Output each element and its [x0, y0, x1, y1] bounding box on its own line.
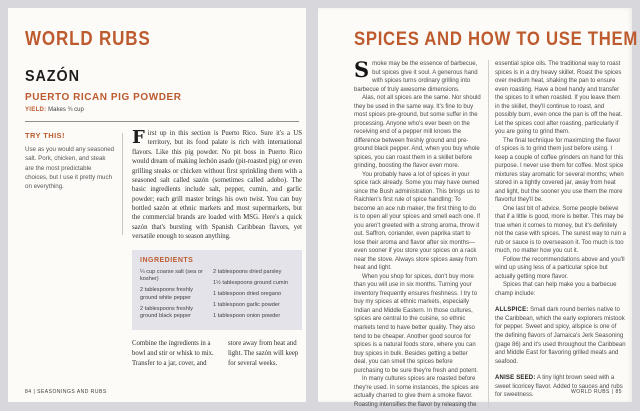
spice-term: ANISE SEED: [495, 375, 536, 382]
left-page-footer: 84 | SEASONINGS AND RUBS [25, 389, 107, 395]
essay-column-2 [495, 60, 626, 409]
try-this-title: TRY THIS! [25, 131, 65, 140]
essay-paragraph: Follow the recommendations above and you'll wind up using less of a particular spice but actually getting more flavor. [495, 256, 625, 280]
sidebar-divider [122, 133, 123, 235]
right-page-footer: WORLD RUBS | 85 [570, 389, 622, 395]
chapter-kicker: WORLD RUBS [25, 28, 151, 50]
spice-entry-anise-seed [495, 374, 626, 400]
essay-paragraph [354, 57, 482, 94]
essay-column-1 [354, 57, 482, 409]
title-divider [25, 121, 299, 122]
essay-paragraph: essential spice oils. The traditional way to roast spices is in a dry heavy skillet. Roast the spices over medium heat, shaking the pan to ensure even roasting. Have a bowl handy and transfer the spices to it when roasted. If you leave them in the skillet, they'll continue to roast, and possibly burn, even once the pan is off the heat. Let the spices cool after roasting, particularly if you are going to grind them. [495, 61, 623, 136]
try-this-body: Use as you would any seasoned salt. Pork, chicken, and steak are the most predictable choices, but I use it pretty much on everything. [25, 146, 115, 191]
spice-description: A tiny light brown seed with a sweet licoricey flavor. Added to sauces and rubs for sweetness. [495, 375, 623, 399]
method-column-2: store away from heat and light. The sazón will keep for several weeks. [228, 340, 299, 367]
ingredients-title: INGREDIENTS [140, 256, 194, 264]
essay-paragraph: The final technique for maximizing the flavor of spices is to grind them just before using. I keep a couple of coffee grinders on hand for this purpose. I never use them for coffee. Most spice mixtures stay aromatic for several months; when stored in a tightly covered jar, away from heat and light, but the sooner you use them the more flavorful they'll be. [495, 137, 624, 204]
essay-paragraph: One last bit of advice. Some people believe that if a little is good, more is better. This may be true when it comes to money, but it's definitely not the case with spices. The surest way to ruin a rub or sauce is to overseason it. Too much is too much, no matter how you cut it. [495, 205, 626, 255]
ingredients-column-2 [213, 269, 294, 325]
ingredients-column-1 [140, 269, 204, 325]
intro-text: irst up in this section is Puerto Rico. Sure it's a US territory, but its food palate is rich with international flavors. Like this pig powder. No pit boss in Puerto Rico would dream of making lechón asado (pit-roasted pig) or even grilling steaks or chicken without first sprinkling them with a seasoned salt called sazón (sometimes called adobo). The basic ingredients include salt, pepper, cumin, and garlic powder; each grill master brings his own twist. You can buy bottled sazón at ethnic markets and most supermarkets, but the commercial brands are loaded with MSG. Here's a quick sazón that's bursting with Spanish Caribbean flavors, yet versatile enough to season anything. [132, 130, 302, 241]
essay-paragraph-text: moke may be the essence of barbecue, but spices give it soul. A generous hand with spices turns ordinary grilling into barbecue of truly awesome dimensions. [354, 61, 478, 93]
try-this-sidebar [25, 131, 115, 191]
essay-paragraph: When you shop for spices, don't buy more than you will use in six months. Turning your inventory frequently ensures freshness. I try to buy my spices at ethnic markets, especially Indian and Middle Eastern. In those cultures, spices are central to the cuisine, so ethnic markets tend to have better quality. They also tend to be cheaper. Another good source for spices is a natural foods store, where you can buy spices in bulk. Besides getting a better deal, you can smell the spices before purchasing to be sure they're fresh and potent. [354, 273, 478, 374]
drop-cap: S [354, 57, 370, 82]
spice-entry-allspice [495, 306, 626, 366]
essay-paragraph: Spices that can help make you a barbecue champ include: [495, 282, 617, 297]
essay-columns [354, 57, 626, 409]
ingredient-item: ¼ cup coarse salt (sea or kosher) [140, 268, 203, 283]
ingredient-item: 2 tablespoons freshly ground black pepper [140, 305, 193, 320]
ingredient-item: 2 tablespoons freshly ground white pepper [140, 287, 193, 301]
essay-paragraph: In many cultures spices are roasted before they're used. In some instances, the spices are actually charred to give them a smoke flavor. Roasting intensifies the flavor by releasing the [354, 376, 479, 408]
ingredient-item: 1 tablespoon onion powder [213, 312, 281, 319]
recipe-subtitle: PUERTO RICAN PIG POWDER [25, 91, 182, 103]
recipe-title: SAZÓN [25, 68, 80, 85]
essay-paragraph: You probably have a lot of spices in your spice rack already. Some you may have owned since the Bush administration. This brings us to Raichlen's first rule of spice handling: To become an ace rub maker, the first thing to do is to open all your spices and smell each one. If you aren't greeted with a strong aroma, throw it out. Saffron, coriander, even paprika start to lose their aroma and flavor after six months—even sooner if you store your spices on a rack near the stove. Always store spices away from heat and light. [354, 171, 481, 272]
left-page [8, 8, 306, 402]
ingredient-item: 2 tablespoons dried parsley [213, 268, 282, 275]
yield-line [25, 107, 84, 113]
essay-title: SPICES AND HOW TO USE THEM [354, 29, 638, 50]
yield-label: YIELD: [25, 107, 47, 113]
ingredient-item: 1½ tablespoons ground cumin [213, 279, 288, 286]
ingredient-item: 1 tablespoon dried oregano [213, 290, 282, 297]
essay-paragraph: Alas, not all spices are the same. Nor should they be used in the same way. It's fine to buy most spices pre-ground, but some suffer in the processing. Anyone who's ever been on the receiving end of a pepper mill knows the difference between freshly ground and pre-ground black pepper. And, when you buy whole spices, you can roast them in a skillet before grinding, boosting the flavor even more. [354, 95, 481, 170]
recipe-intro-paragraph [132, 129, 302, 242]
spice-description: Small dark round berries native to the Caribbean, which the early explorers mistook for pepper. Sweet and spicy, allspice is one of the defining flavors of Jamaica's Jerk Seasoning (page 86) and it's used throughout the Caribbean and Middle East for flavoring grilled meats and seafood. [495, 307, 626, 365]
spice-term: ALLSPICE: [495, 307, 529, 314]
ingredient-item: 1 tablespoon garlic powder [213, 301, 280, 308]
method-column-1: Combine the ingredients in a bowl and stir or whisk to mix. Transfer to a jar, cover, and [132, 340, 214, 367]
yield-value: Makes ¾ cup [48, 107, 84, 113]
recipe-main-column [132, 129, 302, 368]
ingredients-columns [140, 269, 294, 325]
column-divider [488, 60, 489, 409]
ingredients-box [132, 250, 302, 331]
right-page [318, 8, 638, 408]
method-paragraphs [132, 339, 302, 368]
drop-cap: F [132, 127, 145, 148]
